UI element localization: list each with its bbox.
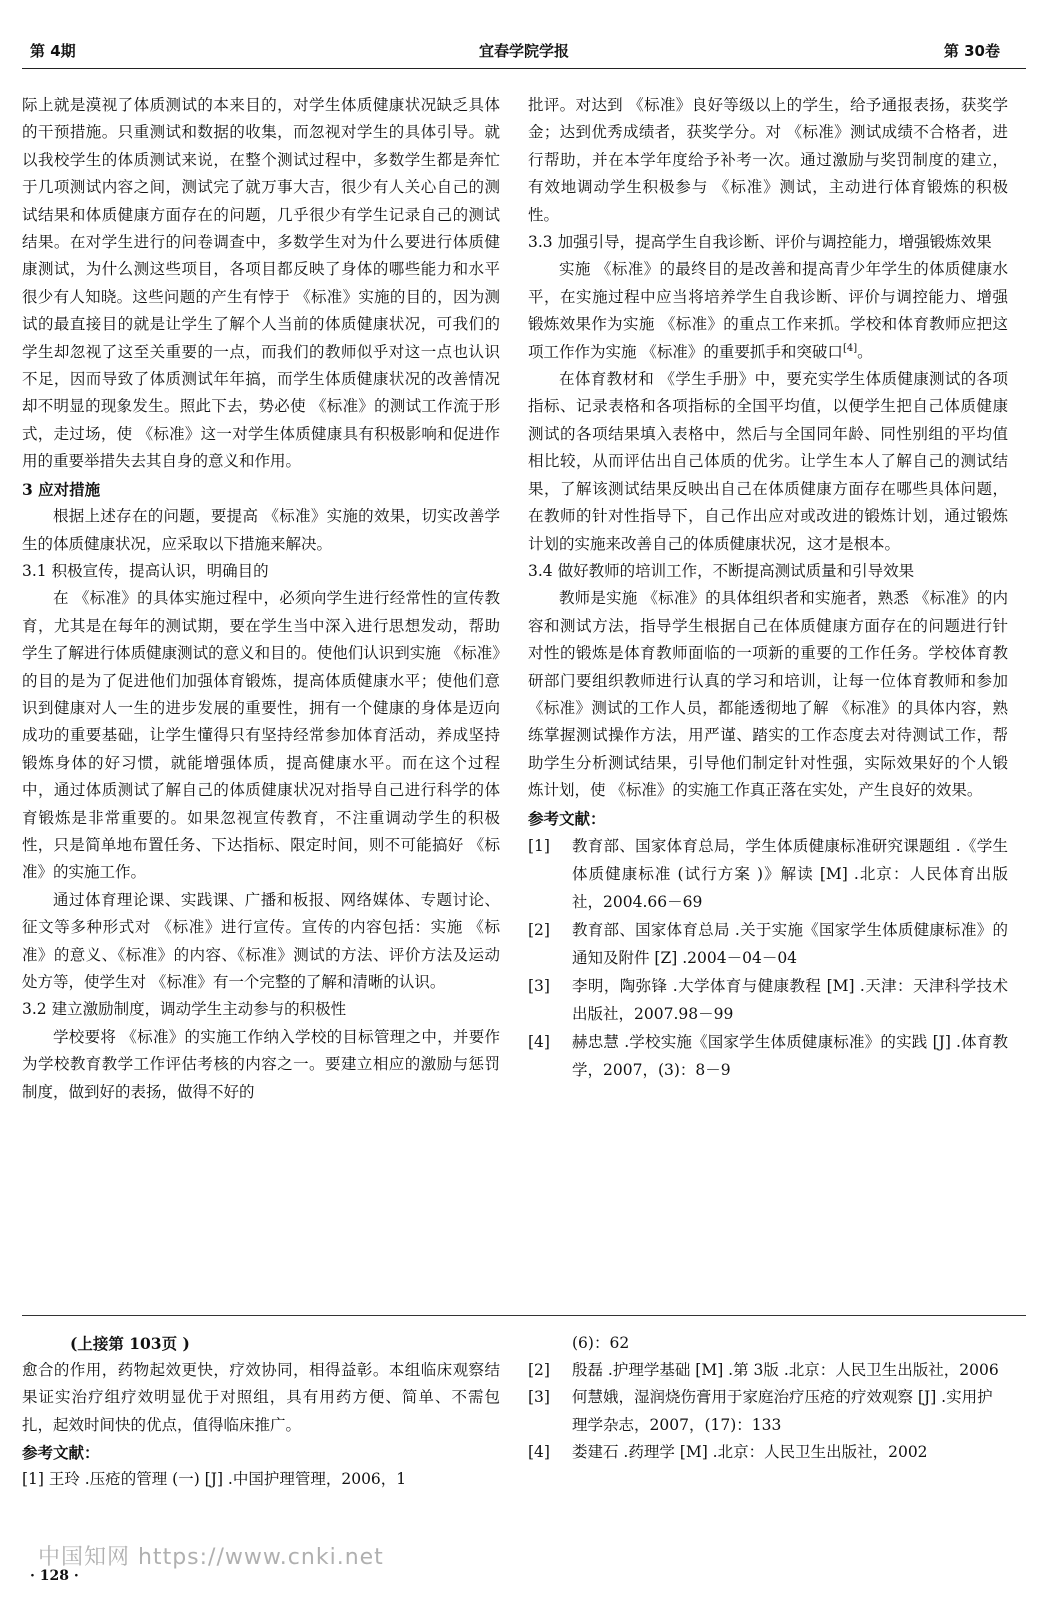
- subsection-heading: 3.3 加强引导，提高学生自我诊断、评价与调控能力，增强锻炼效果: [528, 233, 992, 252]
- paragraph: 际上就是漠视了体质测试的本来目的，对学生体质健康状况缺乏具体的干预措施。只重测试和数据的收集，而忽视对学生的具体引导。就以我校学生的体质测试来说，在整个测试过程中，多数学生都是奔忙于几项测试内容之间，测试完了就万事大吉，很少有人关心自己的测试结果和体质健康方面存在的问题，几乎很少有学生记录自己的测试结果。在对学生进行的问卷调查中，多数学生对为什么要进行体质健康测试，为什么测这些项目，各项目都反映了身体的哪些能力和水平很少有人知晓。这些问题的产生有悖于 《标准》实施的目的，因为测试的最直接目的就是让学生了解个人当前的体质健康状况，可我们的学生却忽视了这至关重要的一点，而我们的教师似乎对这一点也认识不足，因而导致了体质测试年年搞，而学生体质健康状况的改善情况却不明显的现象发生。照此下去，势必使 《标准》的测试工作流于形式，走过场，使 《标准》这一对学生体质健康具有积极影响和促进作用的重要举措失去其自身的意义和作用。: [22, 96, 500, 471]
- continued-from-label: (上接第 103页 ): [70, 1334, 190, 1353]
- paragraph: 愈合的作用，药物起效更快，疗效协同，相得益彰。本组临床观察结果证实治疗组疗效明显优于对照组，具有用药方便、简单、不需包扎，起效时间快的优点，值得临床推广。: [22, 1361, 500, 1434]
- reference-continuation: (6)：62: [572, 1334, 630, 1352]
- bottom-right-column: [528, 1330, 1008, 1466]
- section-heading: 3 应对措施: [22, 479, 101, 499]
- subsection-heading: 3.1 积极宣传，提高认识，明确目的: [22, 561, 269, 580]
- reference-text: 殷磊 .护理学基础 [M] .第 3版 .北京：人民卫生出版社，2006: [572, 1361, 999, 1380]
- paragraph: 批评。对达到 《标准》良好等级以上的学生，给予通报表扬，获奖学金；达到优秀成绩者，获奖学分。对 《标准》测试成绩不合格者，进行帮助，并在本学年度给予补考一次。通过激励与奖罚制度的建立，有效地调动学生积极参与 《标准》测试，主动进行体育锻炼的积极性。: [528, 96, 1008, 224]
- citation-superscript: [4]: [842, 342, 858, 354]
- paragraph-end: 。: [857, 342, 873, 361]
- header-rule: [22, 68, 1026, 69]
- issue-label: 第 4期: [30, 42, 76, 60]
- reference-list: [528, 832, 1008, 1084]
- paragraph: 通过体育理论课、实践课、广播和板报、网络媒体、专题讨论、征文等多种形式对 《标准》进行宣传。宣传的内容包括：实施 《标准》的意义、《标准》的内容、《标准》测试的方法、评价方法及运动处方等，使学生对 《标准》有一个完整的了解和清晰的认识。: [22, 890, 500, 991]
- journal-title: 宜春学院学报: [478, 42, 569, 60]
- left-column: [22, 92, 500, 1106]
- paragraph: 在 《标准》的具体实施过程中，必须向学生进行经常性的宣传教育，尤其是在每年的测试期，要在学生当中深入进行思想发动，帮助学生了解进行体质健康测试的意义和目的。使他们认识到实施 《标准》的目的是为了促进他们加强体育锻炼，提高体质健康水平；使他们意识到健康对人一生的进步发展的重要性，拥有一个健康的身体是迈向成功的重要基础，让学生懂得只有坚持经常参加体育活动，养成坚持锻炼身体的好习惯，就能增强体质，提高健康水平。而在这个过程中，通过体质测试了解自己的体质健康状况对指导自己进行科学的体育锻炼是非常重要的。如果忽视宣传教育，不注重调动学生的积极性，只是简单地布置任务、下达指标、限定时间，则不可能搞好 《标准》的实施工作。: [22, 589, 500, 882]
- reference-number: [2]: [528, 920, 550, 939]
- reference-text: 李明，陶弥锋 .大学体育与健康教程 [M] .天津：天津科学技术出版社，2007.98－99: [572, 976, 1008, 1023]
- subsection-heading: 3.2 建立激励制度，调动学生主动参与的积极性: [22, 1000, 347, 1019]
- reference-text: 教育部、国家体育总局 .关于实施《国家学生体质健康标准》的通知及附件 [Z] .2004－04－04: [572, 920, 1008, 967]
- reference-item: [528, 1028, 1008, 1084]
- bottom-left-column: [22, 1330, 500, 1493]
- paragraph: [528, 256, 1008, 366]
- volume-label: 第 30卷: [943, 42, 1000, 60]
- reference-number: [3]: [528, 976, 550, 995]
- cnki-watermark: 中国知网 https://www.cnki.net: [38, 1545, 384, 1570]
- reference-text: 娄建石 .药理学 [M] .北京：人民卫生出版社，2002: [572, 1442, 928, 1461]
- page-number: · 128 ·: [30, 1568, 79, 1584]
- reference-number: [3]: [528, 1388, 550, 1407]
- reference-item: [528, 916, 1008, 972]
- reference-text: 何慧娥，湿润烧伤膏用于家庭治疗压疮的疗效观察 [J] .实用护理学杂志，2007，(17)：133: [572, 1388, 993, 1434]
- reference-item: [528, 1439, 1008, 1466]
- article-separator: [22, 1315, 1026, 1316]
- paragraph: 学校要将 《标准》的实施工作纳入学校的目标管理之中，并要作为学校教育教学工作评估考核的内容之一。要建立相应的激励与惩罚制度，做到好的表扬，做得不好的: [22, 1027, 500, 1101]
- reference-item: [1] 王玲 .压疮的管理 (一) [J] .中国护理管理，2006，1: [22, 1470, 407, 1489]
- subsection-heading: 3.4 做好教师的培训工作，不断提高测试质量和引导效果: [528, 561, 915, 580]
- reference-item: [528, 832, 1008, 916]
- reference-number: [4]: [528, 1032, 550, 1051]
- reference-text: 赫忠慧 .学校实施《国家学生体质健康标准》的实践 [J] .体育教学，2007，(3)：8－9: [572, 1032, 1008, 1079]
- reference-number: [1]: [528, 836, 550, 855]
- paragraph: 在体育教材和 《学生手册》中，要充实学生体质健康测试的各项指标、记录表格和各项指标的全国平均值，以便学生把自己体质健康测试的各项结果填入表格中，然后与全国同年龄、同性别组的平均值相比较，从而评估出自己体质的优劣。让学生本人了解自己的测试结果，了解该测试结果反映出自己在体质健康方面存在哪些具体问题，在教师的针对性指导下，自己作出应对或改进的锻炼计划，通过锻炼计划的实施来改善自己的体质健康状况，这才是根本。: [528, 370, 1008, 553]
- reference-text: 教育部、国家体育总局，学生体质健康标准研究课题组 .《学生体质健康标准 (试行方案 )》解读 [M] .北京：人民体育出版社，2004.66－69: [572, 836, 1008, 911]
- running-header: [22, 40, 1026, 70]
- paragraph: 根据上述存在的问题，要提高 《标准》实施的效果，切实改善学生的体质健康状况，应采取以下措施来解决。: [22, 507, 500, 553]
- right-column: [528, 92, 1008, 1084]
- reference-number: [4]: [528, 1442, 550, 1461]
- paragraph-text: 实施 《标准》的最终目的是改善和提高青少年学生的体质健康水平，在实施过程中应当将培养学生自我诊断、评价与调控能力、增强锻炼效果作为实施 《标准》的重点工作来抓。学校和体育教师应把这项工作作为实施 《标准》的重要抓手和突破口: [528, 260, 1008, 361]
- paragraph: 教师是实施 《标准》的具体组织者和实施者，熟悉 《标准》的内容和测试方法，指导学生根据自己在体质健康方面存在的问题进行针对性的锻炼是体育教师面临的一项新的重要的工作任务。学校体育教研部门要组织教师进行认真的学习和培训，让每一位体育教师和参加 《标准》测试的工作人员，都能透彻地了解 《标准》的具体内容，熟练掌握测试操作方法，用严谨、踏实的工作态度去对待测试工作，帮助学生分析测试结果，引导他们制定针对性强，实际效果好的个人锻炼计划，使 《标准》的实施工作真正落在实处，产生良好的效果。: [528, 589, 1008, 800]
- reference-number: [2]: [528, 1361, 550, 1380]
- references-title: 参考文献：: [528, 808, 606, 828]
- reference-item: [528, 1357, 1008, 1384]
- reference-item: [528, 1384, 1008, 1438]
- references-title: 参考文献：: [22, 1442, 100, 1462]
- reference-item: [528, 972, 1008, 1028]
